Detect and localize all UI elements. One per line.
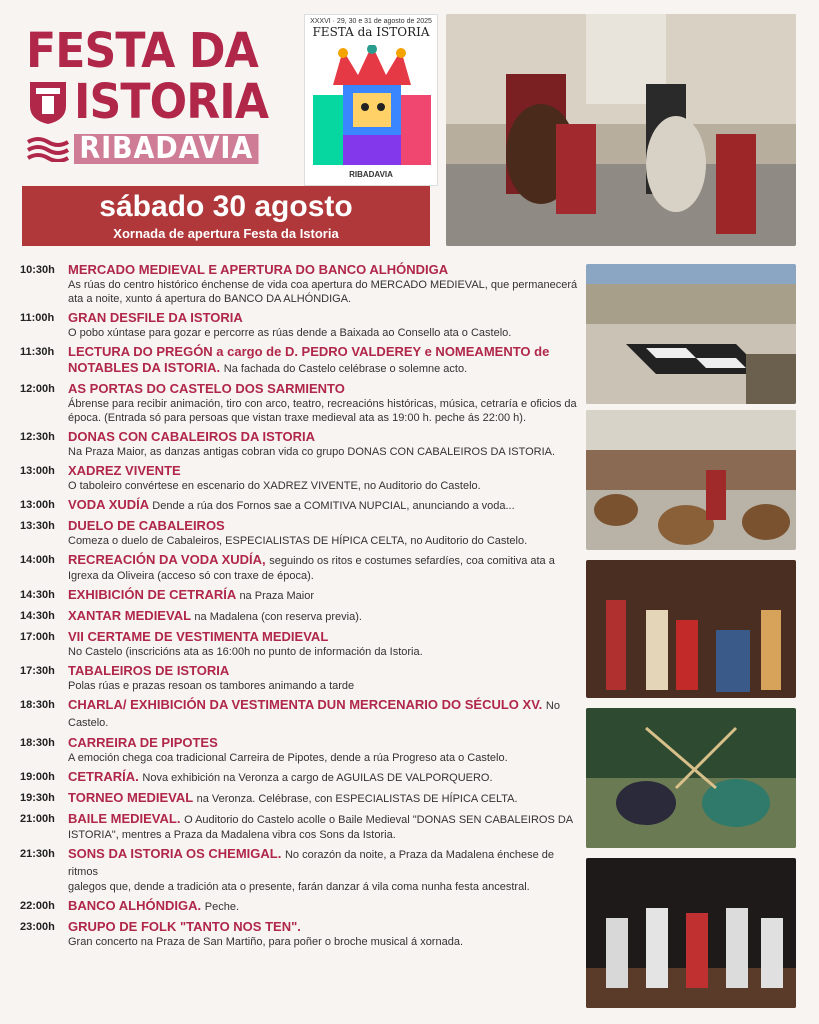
event-item xyxy=(20,381,580,425)
event-description: A emoción chega coa tradicional Carreira de Pipotes, dende a rúa Progreso ata o Castelo. xyxy=(68,752,508,764)
schedule-list xyxy=(20,262,580,953)
event-time: 22:00h xyxy=(20,900,55,912)
date-title: sábado 30 agosto xyxy=(99,190,353,223)
event-item xyxy=(20,429,580,459)
date-subtitle: Xornada de apertura Festa da Istoria xyxy=(113,226,339,241)
event-extra: O Auditorio do Castelo acolle o Baile Medieval "DONAS SEN CABALEIROS DA xyxy=(184,814,574,826)
poster-dates: XXXVI · 29, 30 e 31 de agosto de 2025 xyxy=(310,18,432,25)
photo-parade xyxy=(446,14,796,246)
event-description: Gran concerto na Praza de San Martiño, para poñer o broche musical á xornada. xyxy=(68,936,464,948)
event-item xyxy=(20,608,580,625)
event-title: RECREACIÓN DA VODA XUDÍA, xyxy=(68,552,266,567)
logo-line-2: ISTORIA xyxy=(74,74,269,130)
event-item xyxy=(20,790,580,807)
photo-dance xyxy=(586,560,796,698)
event-item xyxy=(20,497,580,514)
event-description: As rúas do centro histórico énchense de vida coa apertura do MERCADO MEDIEVAL, que permanecerá ata a noite, xunto á apertura do BANCO DA ALHÓNDIGA. xyxy=(68,279,578,305)
event-description: ISTORIA", mentres a Praza da Madalena vibra cos Sons da Istoria. xyxy=(68,829,396,841)
festival-logo xyxy=(26,23,296,166)
event-time: 13:30h xyxy=(20,520,55,532)
event-item xyxy=(20,919,580,949)
event-time: 11:30h xyxy=(20,346,55,358)
event-title: LECTURA DO PREGÓN a cargo de D. PEDRO VALDEREY e NOMEAMENTO de NOTABLES DA ISTORIA. xyxy=(68,344,550,375)
event-title: VII CERTAME DE VESTIMENTA MEDIEVAL xyxy=(68,629,329,644)
event-description: Comeza o duelo de Cabaleiros, ESPECIALISTAS DE HÍPICA CELTA, no Auditorio do Castelo. xyxy=(68,535,528,547)
event-title: VODA XUDÍA xyxy=(68,497,149,512)
event-description: No Castelo (inscricións ata as 16:00h no punto de información da Istoria. xyxy=(68,646,423,658)
date-banner xyxy=(22,186,430,246)
event-item xyxy=(20,769,580,786)
event-title: XADREZ VIVENTE xyxy=(68,463,181,478)
event-item xyxy=(20,735,580,765)
event-time: 11:00h xyxy=(20,312,55,324)
event-time: 18:30h xyxy=(20,737,55,749)
event-extra: na Veronza. Celébrase, con ESPECIALISTAS DE HÍPICA CELTA. xyxy=(196,793,518,805)
event-title: BANCO ALHÓNDIGA. xyxy=(68,898,202,913)
event-time: 12:00h xyxy=(20,383,55,395)
event-time: 19:00h xyxy=(20,771,55,783)
photo-tournament xyxy=(586,708,796,848)
event-description: Ábrense para recibir animación, tiro con arco, teatro, recreacións históricas, música, cetraría e oficios da época. (Entrada só para persoas que vistan traxe medieval ata as 19:00 h. peche ás 22:00 h). xyxy=(68,398,577,424)
event-extra: Dende a rúa dos Fornos sae a COMITIVA NUPCIAL, anunciando a voda... xyxy=(152,500,515,512)
castle-crest-icon xyxy=(26,78,70,126)
event-extra: Na fachada do Castelo celébrase o solemne acto. xyxy=(223,363,468,375)
event-extra: No Castelo. xyxy=(68,700,560,729)
event-title: XANTAR MEDIEVAL xyxy=(68,608,191,623)
poster-illustration xyxy=(313,45,431,165)
event-time: 13:00h xyxy=(20,499,55,511)
event-item xyxy=(20,663,580,693)
event-item xyxy=(20,518,580,548)
event-item xyxy=(20,629,580,659)
event-title: CETRARÍA. xyxy=(68,769,139,784)
event-description: O taboleiro convértese en escenario do XADREZ VIVENTE, no Auditorio do Castelo. xyxy=(68,480,481,492)
event-extra: Nova exhibición na Veronza a cargo de AGUILAS DE VALPORQUERO. xyxy=(142,772,493,784)
event-time: 10:30h xyxy=(20,264,55,276)
event-description: Na Praza Maior, as danzas antigas cobran vida co grupo DONAS CON CABALEIROS DA ISTORIA. xyxy=(68,446,556,458)
event-time: 14:00h xyxy=(20,554,55,566)
poster-title: FESTA da ISTORIA xyxy=(312,25,430,39)
event-title: TABALEIROS DE ISTORIA xyxy=(68,663,230,678)
event-time: 12:30h xyxy=(20,431,55,443)
event-extra: na Praza Maior xyxy=(239,590,315,602)
event-title: DONAS CON CABALEIROS DA ISTORIA xyxy=(68,429,316,444)
event-title: GRUPO DE FOLK "TANTO NOS TEN". xyxy=(68,919,301,934)
poster-footer: RIBADAVIA xyxy=(349,170,393,179)
event-time: 18:30h xyxy=(20,699,55,711)
event-description: galegos que, dende a tradición ata o presente, farán danzar á vila coma nunha festa ancestral. xyxy=(68,881,530,893)
event-time: 17:30h xyxy=(20,665,55,677)
event-time: 19:30h xyxy=(20,792,55,804)
event-title: SONS DA ISTORIA OS CHEMIGAL. xyxy=(68,846,282,861)
event-time: 14:30h xyxy=(20,610,55,622)
event-title: MERCADO MEDIEVAL E APERTURA DO BANCO ALHÓNDIGA xyxy=(68,262,449,277)
event-time: 21:00h xyxy=(20,813,55,825)
event-item xyxy=(20,310,580,340)
event-item xyxy=(20,846,580,894)
photo-barrels xyxy=(586,410,796,550)
town-name: RIBADAVIA xyxy=(74,134,259,164)
logo-line-1: FESTA DA xyxy=(26,23,258,79)
event-title: CARREIRA DE PIPOTES xyxy=(68,735,218,750)
event-item xyxy=(20,262,580,306)
photo-chess xyxy=(586,264,796,404)
event-description: O pobo xúntase para gozar e percorre as rúas dende a Baixada ao Consello ata o Castelo. xyxy=(68,327,512,339)
event-extra: No corazón da noite, a Praza da Madalena énchese de ritmos xyxy=(68,849,555,878)
event-item xyxy=(20,463,580,493)
event-time: 21:30h xyxy=(20,848,55,860)
photo-concert xyxy=(586,858,796,1008)
event-title: AS PORTAS DO CASTELO DOS SARMIENTO xyxy=(68,381,345,396)
event-extra: seguindo os ritos e costumes sefardíes, coa comitiva ata a xyxy=(269,555,555,567)
festival-poster xyxy=(304,14,438,186)
event-time: 14:30h xyxy=(20,589,55,601)
event-description: Igrexa da Oliveira (acceso só con traxe de época). xyxy=(68,570,314,582)
event-title: BAILE MEDIEVAL. xyxy=(68,811,181,826)
event-extra: Peche. xyxy=(204,901,239,913)
event-title: TORNEO MEDIEVAL xyxy=(68,790,193,805)
event-item xyxy=(20,697,580,731)
event-item xyxy=(20,898,580,915)
event-title: DUELO DE CABALEIROS xyxy=(68,518,225,533)
event-time: 17:00h xyxy=(20,631,55,643)
event-time: 13:00h xyxy=(20,465,55,477)
event-title: EXHIBICIÓN DE CETRARÍA xyxy=(68,587,236,602)
event-description: Polas rúas e prazas resoan os tambores animando a tarde xyxy=(68,680,355,692)
event-title: GRAN DESFILE DA ISTORIA xyxy=(68,310,243,325)
event-title: CHARLA/ EXHIBICIÓN DA VESTIMENTA DUN MERCENARIO DO SÉCULO XV. xyxy=(68,697,543,712)
event-item xyxy=(20,344,580,377)
event-item xyxy=(20,811,580,842)
waves-icon xyxy=(26,136,70,162)
event-item xyxy=(20,587,580,604)
event-extra: na Madalena (con reserva previa). xyxy=(194,611,362,623)
event-time: 23:00h xyxy=(20,921,55,933)
event-item xyxy=(20,552,580,583)
